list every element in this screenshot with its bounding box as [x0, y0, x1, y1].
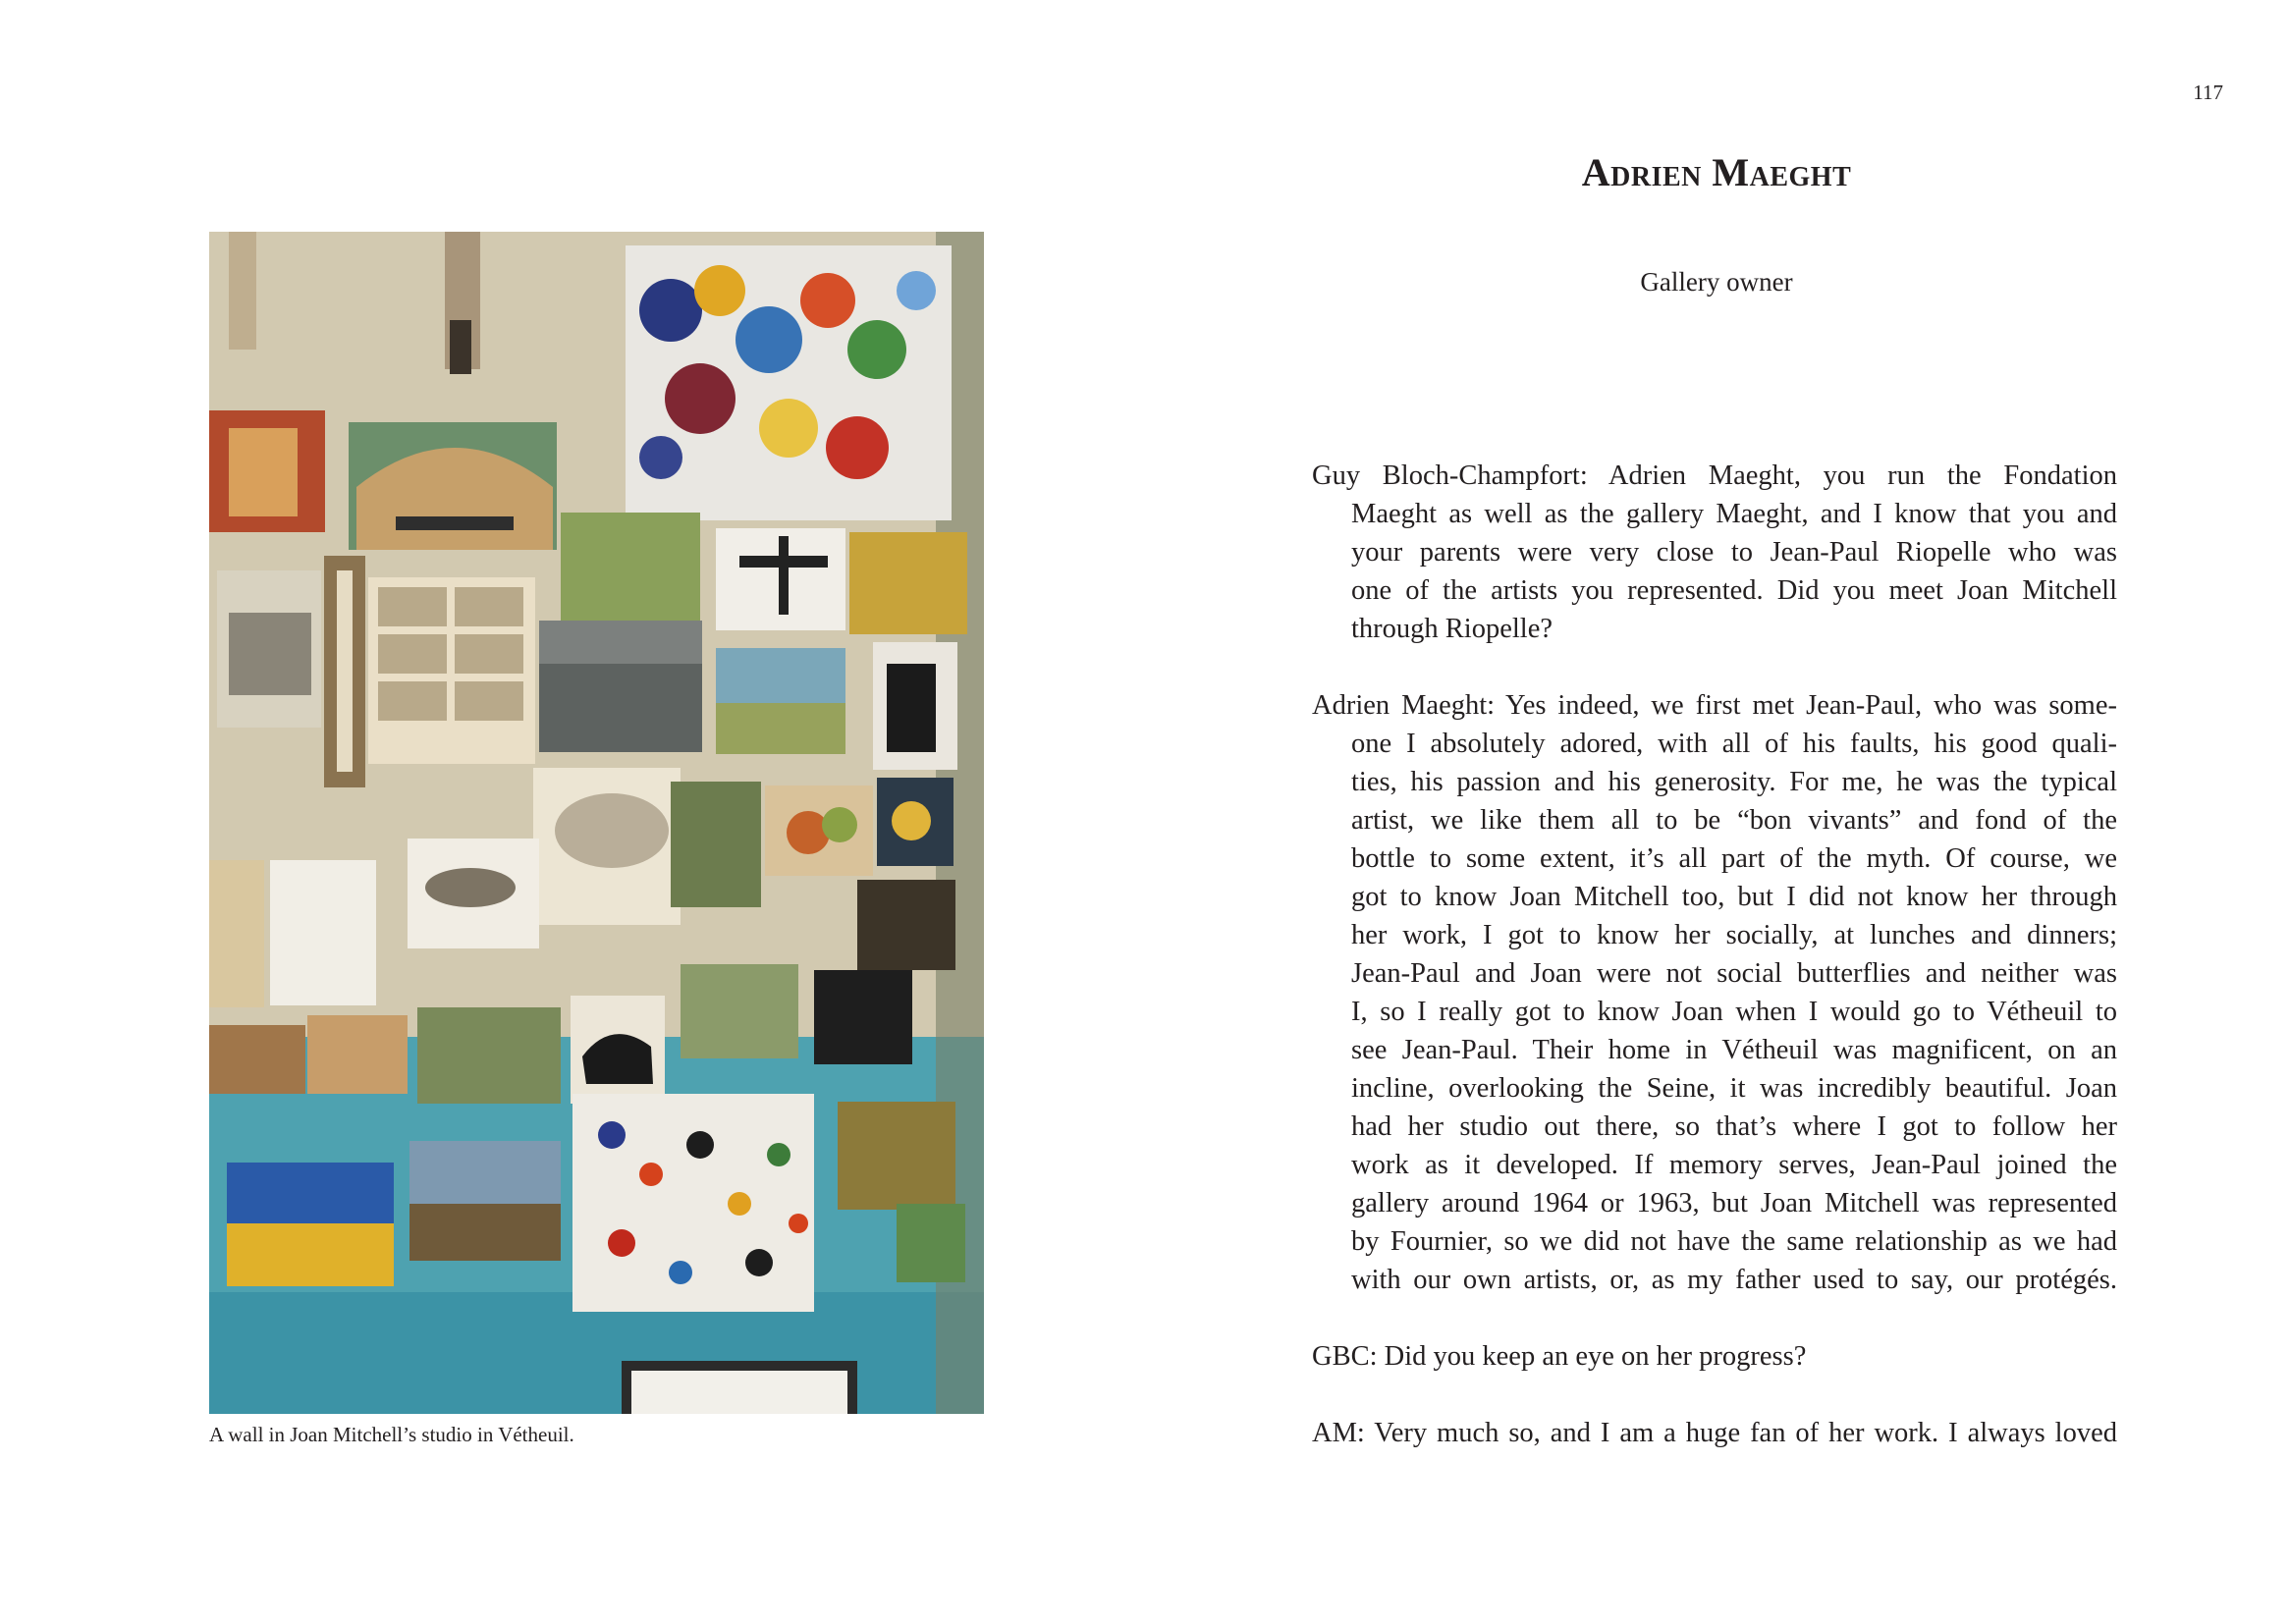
interview-paragraph	[1312, 1414, 2117, 1452]
text-line: Maeght as well as the gallery Maeght, and I know that you and	[1351, 499, 2117, 529]
text-line: see Jean-Paul. Their home in Vétheuil was magnificent, on an	[1351, 1035, 2117, 1065]
text-line: Jean-Paul and Joan were not social butterflies and neither was	[1351, 958, 2117, 989]
text-line: with our own artists, or, as my father used to say, our protégés.	[1351, 1265, 2117, 1295]
photo-caption: A wall in Joan Mitchell’s studio in Vétheuil.	[209, 1423, 574, 1446]
text-line: Guy Bloch-Champfort: Adrien Maeght, you run the Fondation	[1312, 460, 2117, 491]
text-line: one of the artists you represented. Did you meet Joan Mitchell	[1351, 575, 2117, 606]
text-line: got to know Joan Mitchell too, but I did not know her through	[1351, 882, 2117, 912]
text-line: I, so I really got to know Joan when I would go to Vétheuil to	[1351, 997, 2117, 1027]
studio-wall-photo	[209, 232, 984, 1414]
text-line: through Riopelle?	[1351, 614, 1553, 644]
text-line: by Fournier, so we did not have the same relationship as we had	[1351, 1226, 2117, 1257]
interview-text	[1312, 457, 2117, 1452]
text-line: bottle to some extent, it’s all part of the myth. Of course, we	[1351, 843, 2117, 874]
text-line: work as it developed. If memory serves, Jean-Paul joined the	[1351, 1150, 2117, 1180]
interview-paragraph	[1312, 457, 2117, 648]
page-number: 117	[2193, 81, 2223, 104]
text-line: incline, overlooking the Seine, it was incredibly beautiful. Joan	[1351, 1073, 2117, 1104]
text-line: your parents were very close to Jean-Paul Riopelle who was	[1351, 537, 2117, 568]
interview-paragraph	[1312, 1337, 2117, 1376]
text-line: gallery around 1964 or 1963, but Joan Mitchell was represented	[1351, 1188, 2117, 1218]
text-line: GBC: Did you keep an eye on her progress?	[1312, 1341, 1807, 1372]
text-line: her work, I got to know her socially, at lunches and dinners;	[1351, 920, 2117, 950]
page-subtitle: Gallery owner	[1640, 267, 1793, 297]
text-line: artist, we like them all to be “bon vivants” and fond of the	[1351, 805, 2117, 836]
interview-paragraph	[1312, 686, 2117, 1299]
text-line: AM: Very much so, and I am a huge fan of her work. I always loved	[1312, 1418, 2117, 1448]
text-line: had her studio out there, so that’s where I got to follow her	[1351, 1111, 2117, 1142]
text-line: one I absolutely adored, with all of his faults, his good quali-	[1351, 729, 2117, 759]
text-line: ties, his passion and his generosity. For me, he was the typical	[1351, 767, 2117, 797]
page-title: Adrien Maeght	[1581, 150, 1852, 194]
text-line: Adrien Maeght: Yes indeed, we first met Jean-Paul, who was some-	[1312, 690, 2117, 721]
